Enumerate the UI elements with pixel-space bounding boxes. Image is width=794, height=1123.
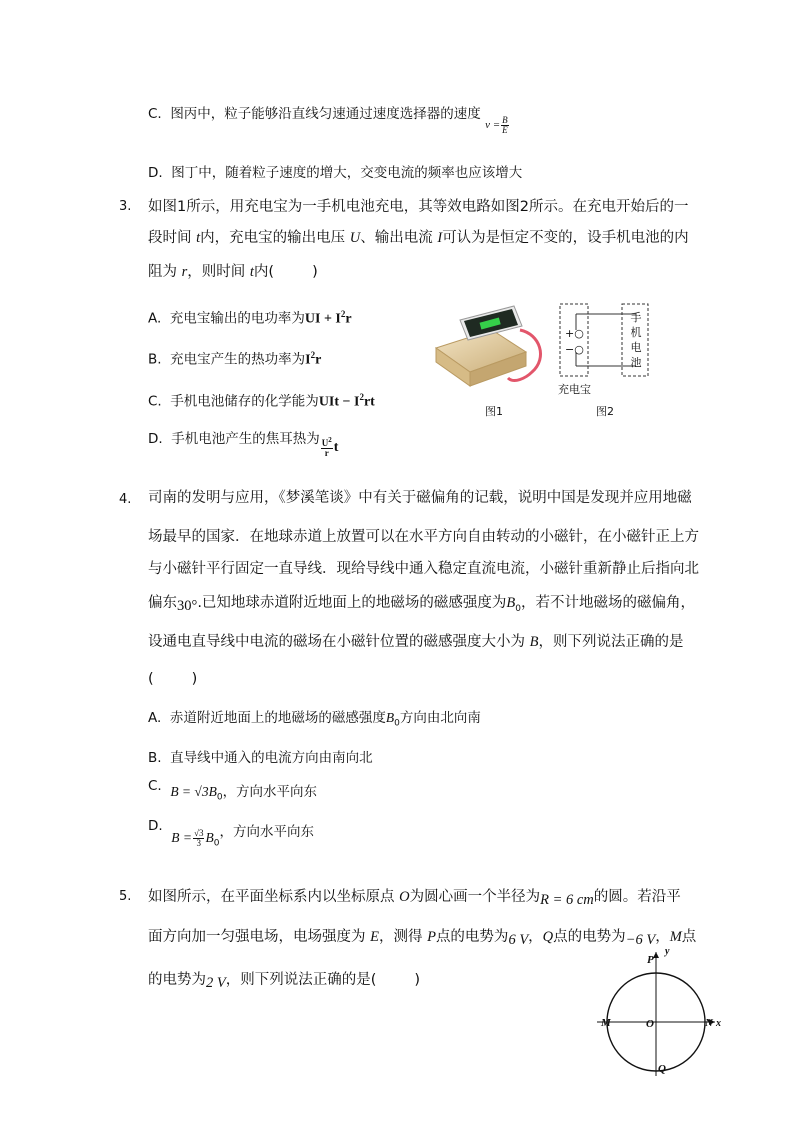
q4-stem-line1: 司南的发明与应用，《梦溪笔谈》中有关于磁偏角的记载，说明中国是发现并应用地磁: [148, 490, 692, 506]
fig1-label: 图1: [485, 405, 503, 418]
q4-stem-line3: 与小磁针平行固定一直导线．现给导线中通入稳定直流电流，小磁针重新静止后指向北: [148, 561, 699, 577]
q5-stem-line3: 的电势为2 V，则下列说法正确的是( ): [148, 972, 421, 991]
fig2-label: 图2: [596, 405, 614, 418]
q5-stem-line1: 如图所示，在平面坐标系内以坐标原点 O为圆心画一个半径为R = 6 cm的圆。若沿平: [148, 889, 681, 908]
q5-y-axis-label: y: [665, 946, 670, 957]
q5-point-p-label: P: [647, 954, 654, 966]
q5-number: 5.: [119, 889, 132, 904]
q3-stem-line1: 如图1所示，用充电宝为一手机电池充电，其等效电路如图2所示。在充电开始后的一: [148, 199, 689, 215]
q5-x-axis-label: x: [716, 1018, 721, 1029]
q3-option-d: D. 手机电池产生的焦耳热为 $\frac{U^2}{r}$ t: [148, 431, 339, 458]
q5-origin-label: O: [646, 1018, 654, 1030]
q3-option-a: A. 充电宝输出的电功率为UI + $I^2r$: [148, 309, 352, 327]
q2-c-formula: v = B E: [485, 114, 508, 135]
q3-number: 3.: [119, 199, 132, 214]
charger-label: 充电宝: [558, 383, 591, 396]
q4-option-c: C. $B = √3B_0$，方向水平向东: [148, 778, 318, 803]
q5-point-m-label: M: [601, 1017, 611, 1029]
q5-point-n-label: N: [705, 1017, 713, 1029]
q4-option-b: B. 直导线中通入的电流方向由南向北: [148, 750, 373, 766]
q3-stem-line2: 段时间 t内，充电宝的输出电压 U、输出电流 I可认为是恒定不变的，设手机电池的内: [148, 230, 689, 246]
q4-stem-line2: 场最早的国家．在地球赤道上放置可以在水平方向自由转动的小磁针，在小磁针正上方: [148, 529, 699, 545]
q5-circle-coordinate-diagram: [595, 948, 725, 1078]
q5-point-q-label: Q: [658, 1063, 666, 1075]
q4-option-a: A. 赤道附近地面上的地磁场的磁感强度$B_0$方向由北向南: [148, 710, 481, 729]
q4-stem-line6: ( ): [148, 671, 198, 687]
q4-option-d: D. B = $\frac{√3}{3}$ $B_0$，方向水平向东: [148, 818, 314, 849]
q3-option-b: B. 充电宝产生的热功率为$I^2r$: [148, 350, 322, 368]
phone-battery-label: 手 机 电 池: [630, 311, 642, 369]
q3-option-c: C. 手机电池储存的化学能为UIt − $I^2rt$: [148, 392, 375, 410]
q2-option-c: C. 图丙中，粒子能够沿直线匀速通过速度选择器的速度 $_{v = \frac{B}{E}}$: [148, 106, 508, 135]
q2-option-d: D. 图丁中，随着粒子速度的增大，交变电流的频率也应该增大: [148, 165, 523, 181]
q4-number: 4.: [119, 492, 132, 507]
circuit-plus-terminal: +○: [565, 327, 584, 340]
circuit-minus-terminal: −○: [565, 343, 584, 356]
q4-stem-line5: 设通电直导线中电流的磁场在小磁针位置的磁感强度大小为 B，则下列说法正确的是: [148, 634, 684, 650]
power-bank-phone-image: [430, 300, 556, 404]
q3-stem-line3: 阻为 r，则时间 t内( ): [148, 264, 318, 280]
q5-stem-line2: 面方向加一匀强电场，电场强度为 E，测得 P点的电势为6 V，Q点的电势为−6 V，M点: [148, 929, 697, 948]
q4-stem-line4: 偏东30°.已知地球赤道附近地面上的地磁场的磁感强度为$B_0$，若不计地磁场的磁偏角，: [148, 595, 696, 614]
